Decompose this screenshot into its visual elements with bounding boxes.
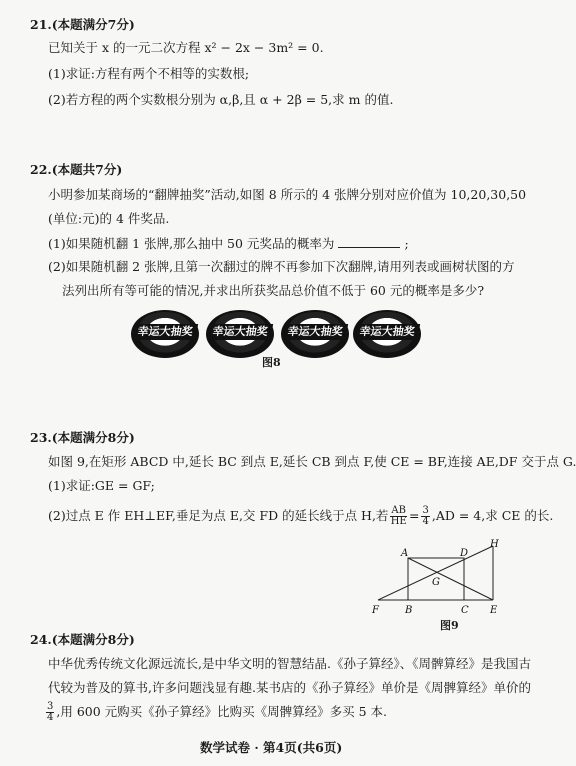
q21-stem: 已知关于 x 的一元二次方程 x² − 2x − 3m² = 0. [48, 40, 324, 55]
q24-line2: 代较为普及的算书,许多问题浅显有趣.某书店的《孙子算经》单价是《周髀算经》单价的 [48, 680, 531, 695]
q24-line3 [44, 702, 387, 723]
point-c: C [461, 605, 469, 616]
q24-title: 24.(本题满分8分) [30, 632, 135, 647]
point-a: A [401, 548, 409, 559]
lottery-card [281, 310, 349, 358]
q22-stem-line1: 小明参加某商场的“翻牌抽奖”活动,如图 8 所示的 4 张牌分别对应价值为 10,20,30,50 [48, 187, 527, 202]
lottery-card [131, 310, 199, 358]
q22-part1 [48, 235, 409, 252]
q23-part2: (2)过点 E 作 EH⊥EF,垂足为点 E,交 FD 的延长线于点 H,若 $\frac{AB}{HE}$ = $\frac{3}{4}$ ,AD = 4,求 CE 的长. [48, 505, 554, 527]
point-g: G [432, 577, 440, 588]
card-text: 幸运大抽奖 [354, 324, 420, 340]
q22-part2-line1: (2)如果随机翻 2 张牌,且第一次翻过的牌不再参加下次翻牌,请用列表或画树状图的方 [48, 259, 515, 274]
q24-line3-text: ,用 600 元购买《孙子算经》比购买《周髀算经》多买 5 本. [56, 704, 388, 719]
lottery-card [206, 310, 274, 358]
fraction-3-4: $\frac{3}{4}$ [422, 505, 429, 527]
q22-part2-line2: 法列出所有等可能的情况,并求出所获奖品总价值不低于 60 元的概率是多少? [62, 283, 485, 298]
q23-stem: 如图 9,在矩形 ABCD 中,延长 BC 到点 E,延长 CB 到点 F,使 CE = BF,连接 AE,DF 交于点 G. [48, 454, 576, 469]
point-d: D [460, 548, 469, 559]
q21-part1: (1)求证:方程有两个不相等的实数根; [48, 66, 250, 81]
line-ae [408, 558, 493, 600]
q22-part1-end: ; [404, 236, 409, 251]
figure-8-label: 图8 [262, 356, 281, 369]
card-text: 幸运大抽奖 [207, 324, 273, 340]
fraction-3-4: $\frac{3}{4}$ [47, 701, 54, 723]
q21-part2: (2)若方程的两个实数根分别为 α,β,且 α + 2β = 5,求 m 的值. [48, 92, 394, 107]
figure-9-diagram [368, 538, 508, 620]
card-text: 幸运大抽奖 [282, 324, 348, 340]
point-b: B [405, 605, 413, 616]
answer-blank [338, 235, 400, 248]
q23-part2-end: ,AD = 4,求 CE 的长. [431, 508, 554, 523]
q24-line1: 中华优秀传统文化源远流长,是中华文明的智慧结晶.《孙子算经》、《周髀算经》是我国古 [48, 656, 531, 671]
q23-part2-text: (2)过点 E 作 EH⊥EF,垂足为点 E,交 FD 的延长线于点 H,若 [48, 508, 389, 523]
figure-9-label: 图9 [440, 619, 459, 632]
page-footer: 数学试卷 · 第4页(共6页) [200, 740, 343, 755]
q22-title: 22.(本题共7分) [30, 162, 123, 177]
lottery-cards [131, 310, 421, 360]
q21-title: 21.(本题满分7分) [30, 17, 135, 32]
q23-part1: (1)求证:GE = GF; [48, 478, 155, 493]
lottery-card [353, 310, 421, 358]
point-f: F [372, 605, 379, 616]
card-text: 幸运大抽奖 [132, 324, 198, 340]
q22-stem-line2: (单位:元)的 4 件奖品. [48, 211, 170, 226]
point-h: H [490, 539, 499, 550]
q23-title: 23.(本题满分8分) [30, 430, 135, 445]
point-e: E [490, 605, 498, 616]
q22-part1-text: (1)如果随机翻 1 张牌,那么抽中 50 元奖品的概率为 [48, 236, 335, 251]
fraction-ab-he: $\frac{AB}{HE}$ [390, 505, 407, 527]
